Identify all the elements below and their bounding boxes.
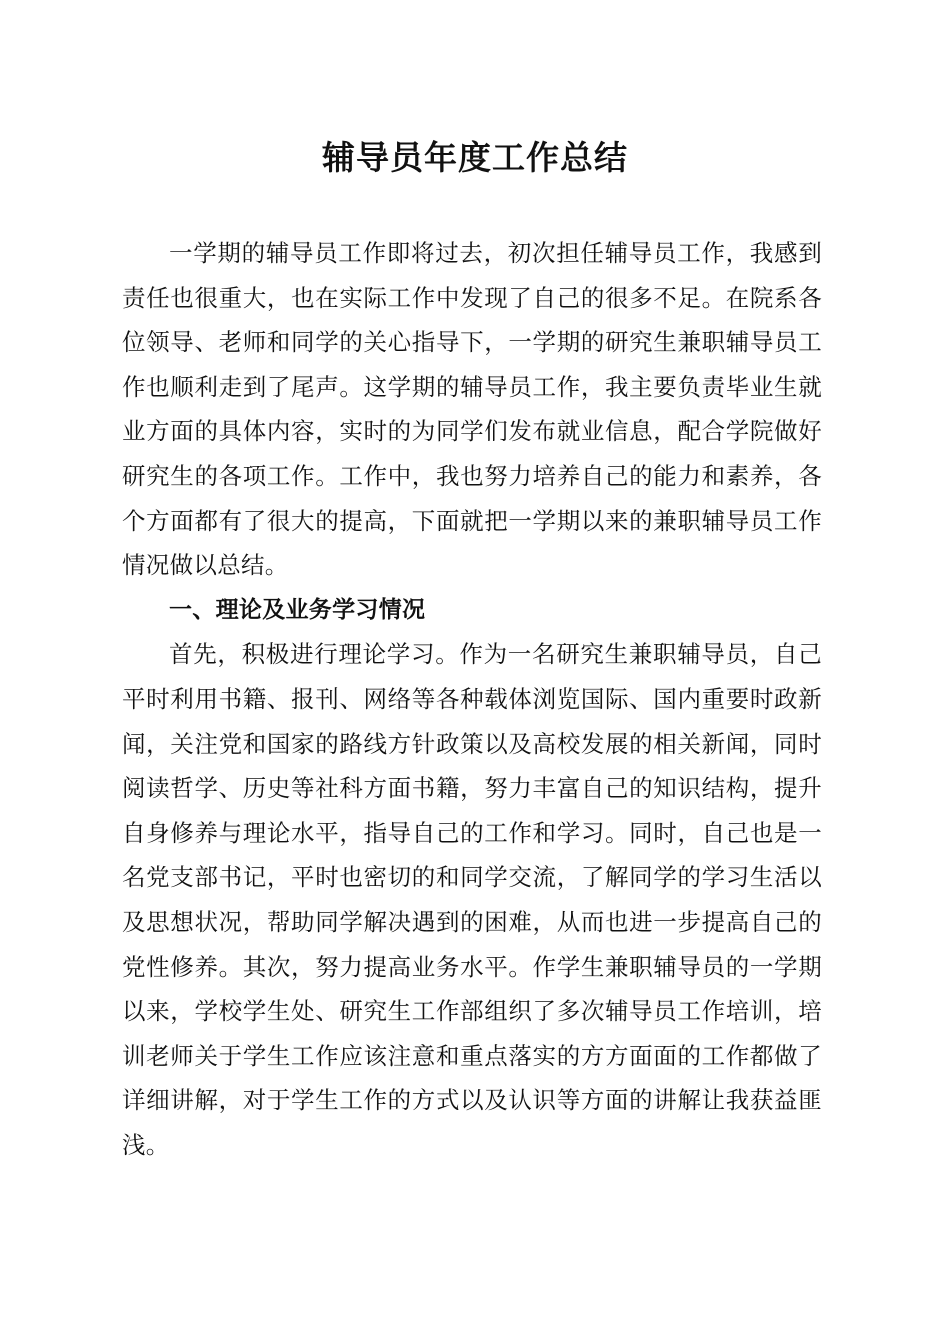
- document-body: [122, 231, 822, 1167]
- section-heading-theory-study: 一、理论及业务学习情况: [169, 596, 426, 623]
- document-title: 辅导员年度工作总结: [322, 138, 628, 177]
- theory-study-paragraph: 首先，积极进行理论学习。作为一名研究生兼职辅导员，自己平时利用书籍、报刊、网络等各种载体浏览国际、国内重要时政新闻，关注党和国家的路线方针政策以及高校发展的相关新闻，同时阅读哲学、历史等社科方面书籍，努力丰富自己的知识结构，提升自身修养与理论水平，指导自己的工作和学习。同时，自己也是一名党支部书记，平时也密切的和同学交流，了解同学的学习生活以及思想状况，帮助同学解决遇到的困难，从而也进一步提高自己的党性修养。其次，努力提高业务水平。作学生兼职辅导员的一学期以来，学校学生处、研究生工作部组织了多次辅导员工作培训，培训老师关于学生工作应该注意和重点落实的方方面面的工作都做了详细讲解，对于学生工作的方式以及认识等方面的讲解让我获益匪浅。: [122, 640, 822, 1159]
- intro-paragraph: 一学期的辅导员工作即将过去，初次担任辅导员工作，我感到责任也很重大，也在实际工作中发现了自己的很多不足。在院系各位领导、老师和同学的关心指导下，一学期的研究生兼职辅导员工作也顺利走到了尾声。这学期的辅导员工作，我主要负责毕业生就业方面的具体内容，实时的为同学们发布就业信息，配合学院做好研究生的各项工作。工作中，我也努力培养自己的能力和素养，各个方面都有了很大的提高，下面就把一学期以来的兼职辅导员工作情况做以总结。: [122, 239, 822, 580]
